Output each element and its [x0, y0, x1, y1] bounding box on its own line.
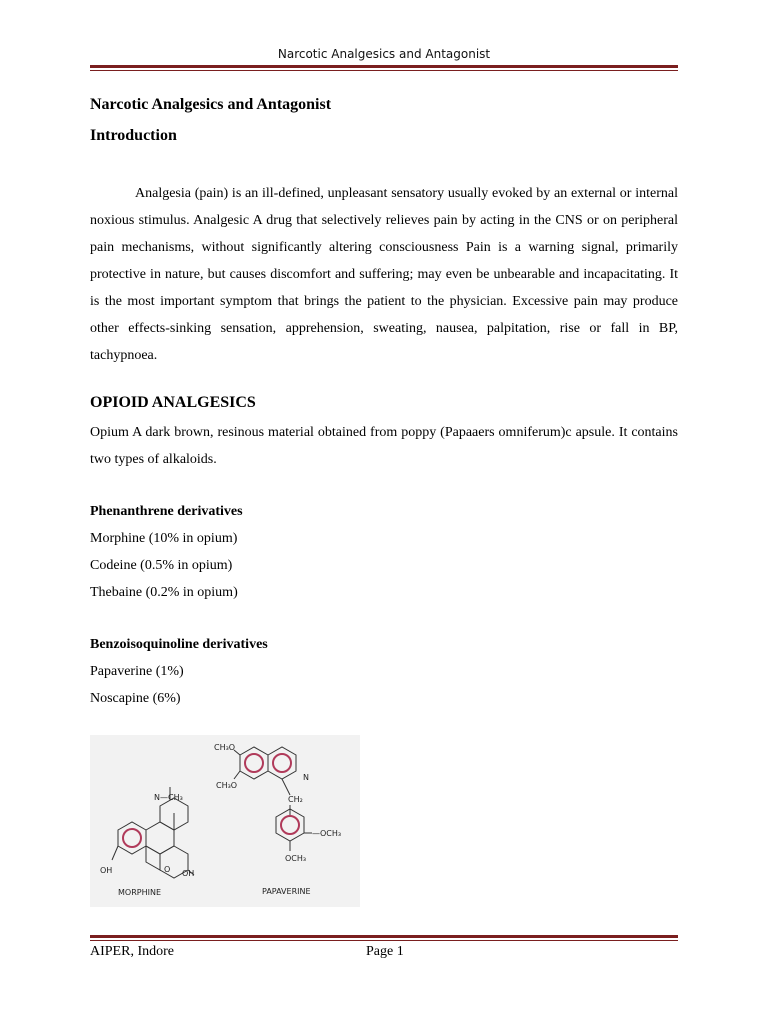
running-header: Narcotic Analgesics and Antagonist: [277, 47, 491, 61]
och3-bottom-label: OCH₃: [285, 854, 307, 863]
introduction-paragraph: Analgesia (pain) is an ill-defined, unpleasant sensatory usually evoked by an external or internal noxious stimulus. Analgesic A drug that selectively relieves pain by acting in the CNS or on peripheral pain mechanisms, without significantly altering consciousness Pain is a warning signal, primarily protective in nature, but causes discomfort and suffering; may even be unbearable and incapacitating. It is the most important symptom that brings the patient to the physician. Excessive pain may produce other effects-sinking sensation, apprehension, sweating, nausea, palpitation, rise or fall in BP, tachypnoea.: [90, 186, 678, 363]
chemical-structures-svg: [90, 735, 360, 907]
footer-rule: [90, 935, 678, 941]
page-content: [90, 93, 678, 712]
benzoisoquinoline-heading: Benzoisoquinoline derivatives: [90, 637, 268, 652]
morphine-ring-b: [146, 822, 174, 854]
o-bridge-label: O: [164, 865, 171, 874]
list-item: Codeine (0.5% in opium): [90, 558, 233, 573]
header-rule: [90, 65, 678, 71]
document-title: Narcotic Analgesics and Antagonist: [90, 96, 332, 113]
list-item: Papaverine (1%): [90, 664, 184, 679]
n-methyl-label: N—CH₃: [154, 793, 183, 802]
och3-right-label: —OCH₃: [312, 829, 342, 838]
list-item: Noscapine (6%): [90, 691, 181, 706]
ch2-label: CH₂: [288, 795, 303, 804]
list-item: Thebaine (0.2% in opium): [90, 585, 238, 600]
morphine-label: MORPHINE: [118, 888, 161, 897]
ch3o-mid-label: CH₃O: [216, 781, 238, 790]
introduction-heading: Introduction: [90, 127, 177, 144]
oh-right-label: OH: [182, 869, 195, 878]
oh-left-label: OH: [100, 866, 113, 875]
opium-paragraph: Opium A dark brown, resinous material obtained from poppy (Papaaers omniferum)c apsule. It contains two types of alkaloids.: [90, 425, 678, 467]
ch3o-top-label: CH₃O: [214, 743, 236, 752]
list-item: Morphine (10% in opium): [90, 531, 238, 546]
morphine-aromatic-circle: [123, 829, 141, 847]
morphine-ring-e: [146, 846, 160, 870]
footer-page-number: Page 1: [366, 944, 404, 959]
footer-institution: AIPER, Indore: [90, 944, 174, 959]
n-ring-label: N: [303, 773, 309, 782]
opioid-heading: OPIOID ANALGESICS: [90, 394, 256, 411]
phenanthrene-heading: Phenanthrene derivatives: [90, 504, 243, 519]
papaverine-label: PAPAVERINE: [262, 887, 311, 896]
structure-figure: [90, 735, 360, 907]
